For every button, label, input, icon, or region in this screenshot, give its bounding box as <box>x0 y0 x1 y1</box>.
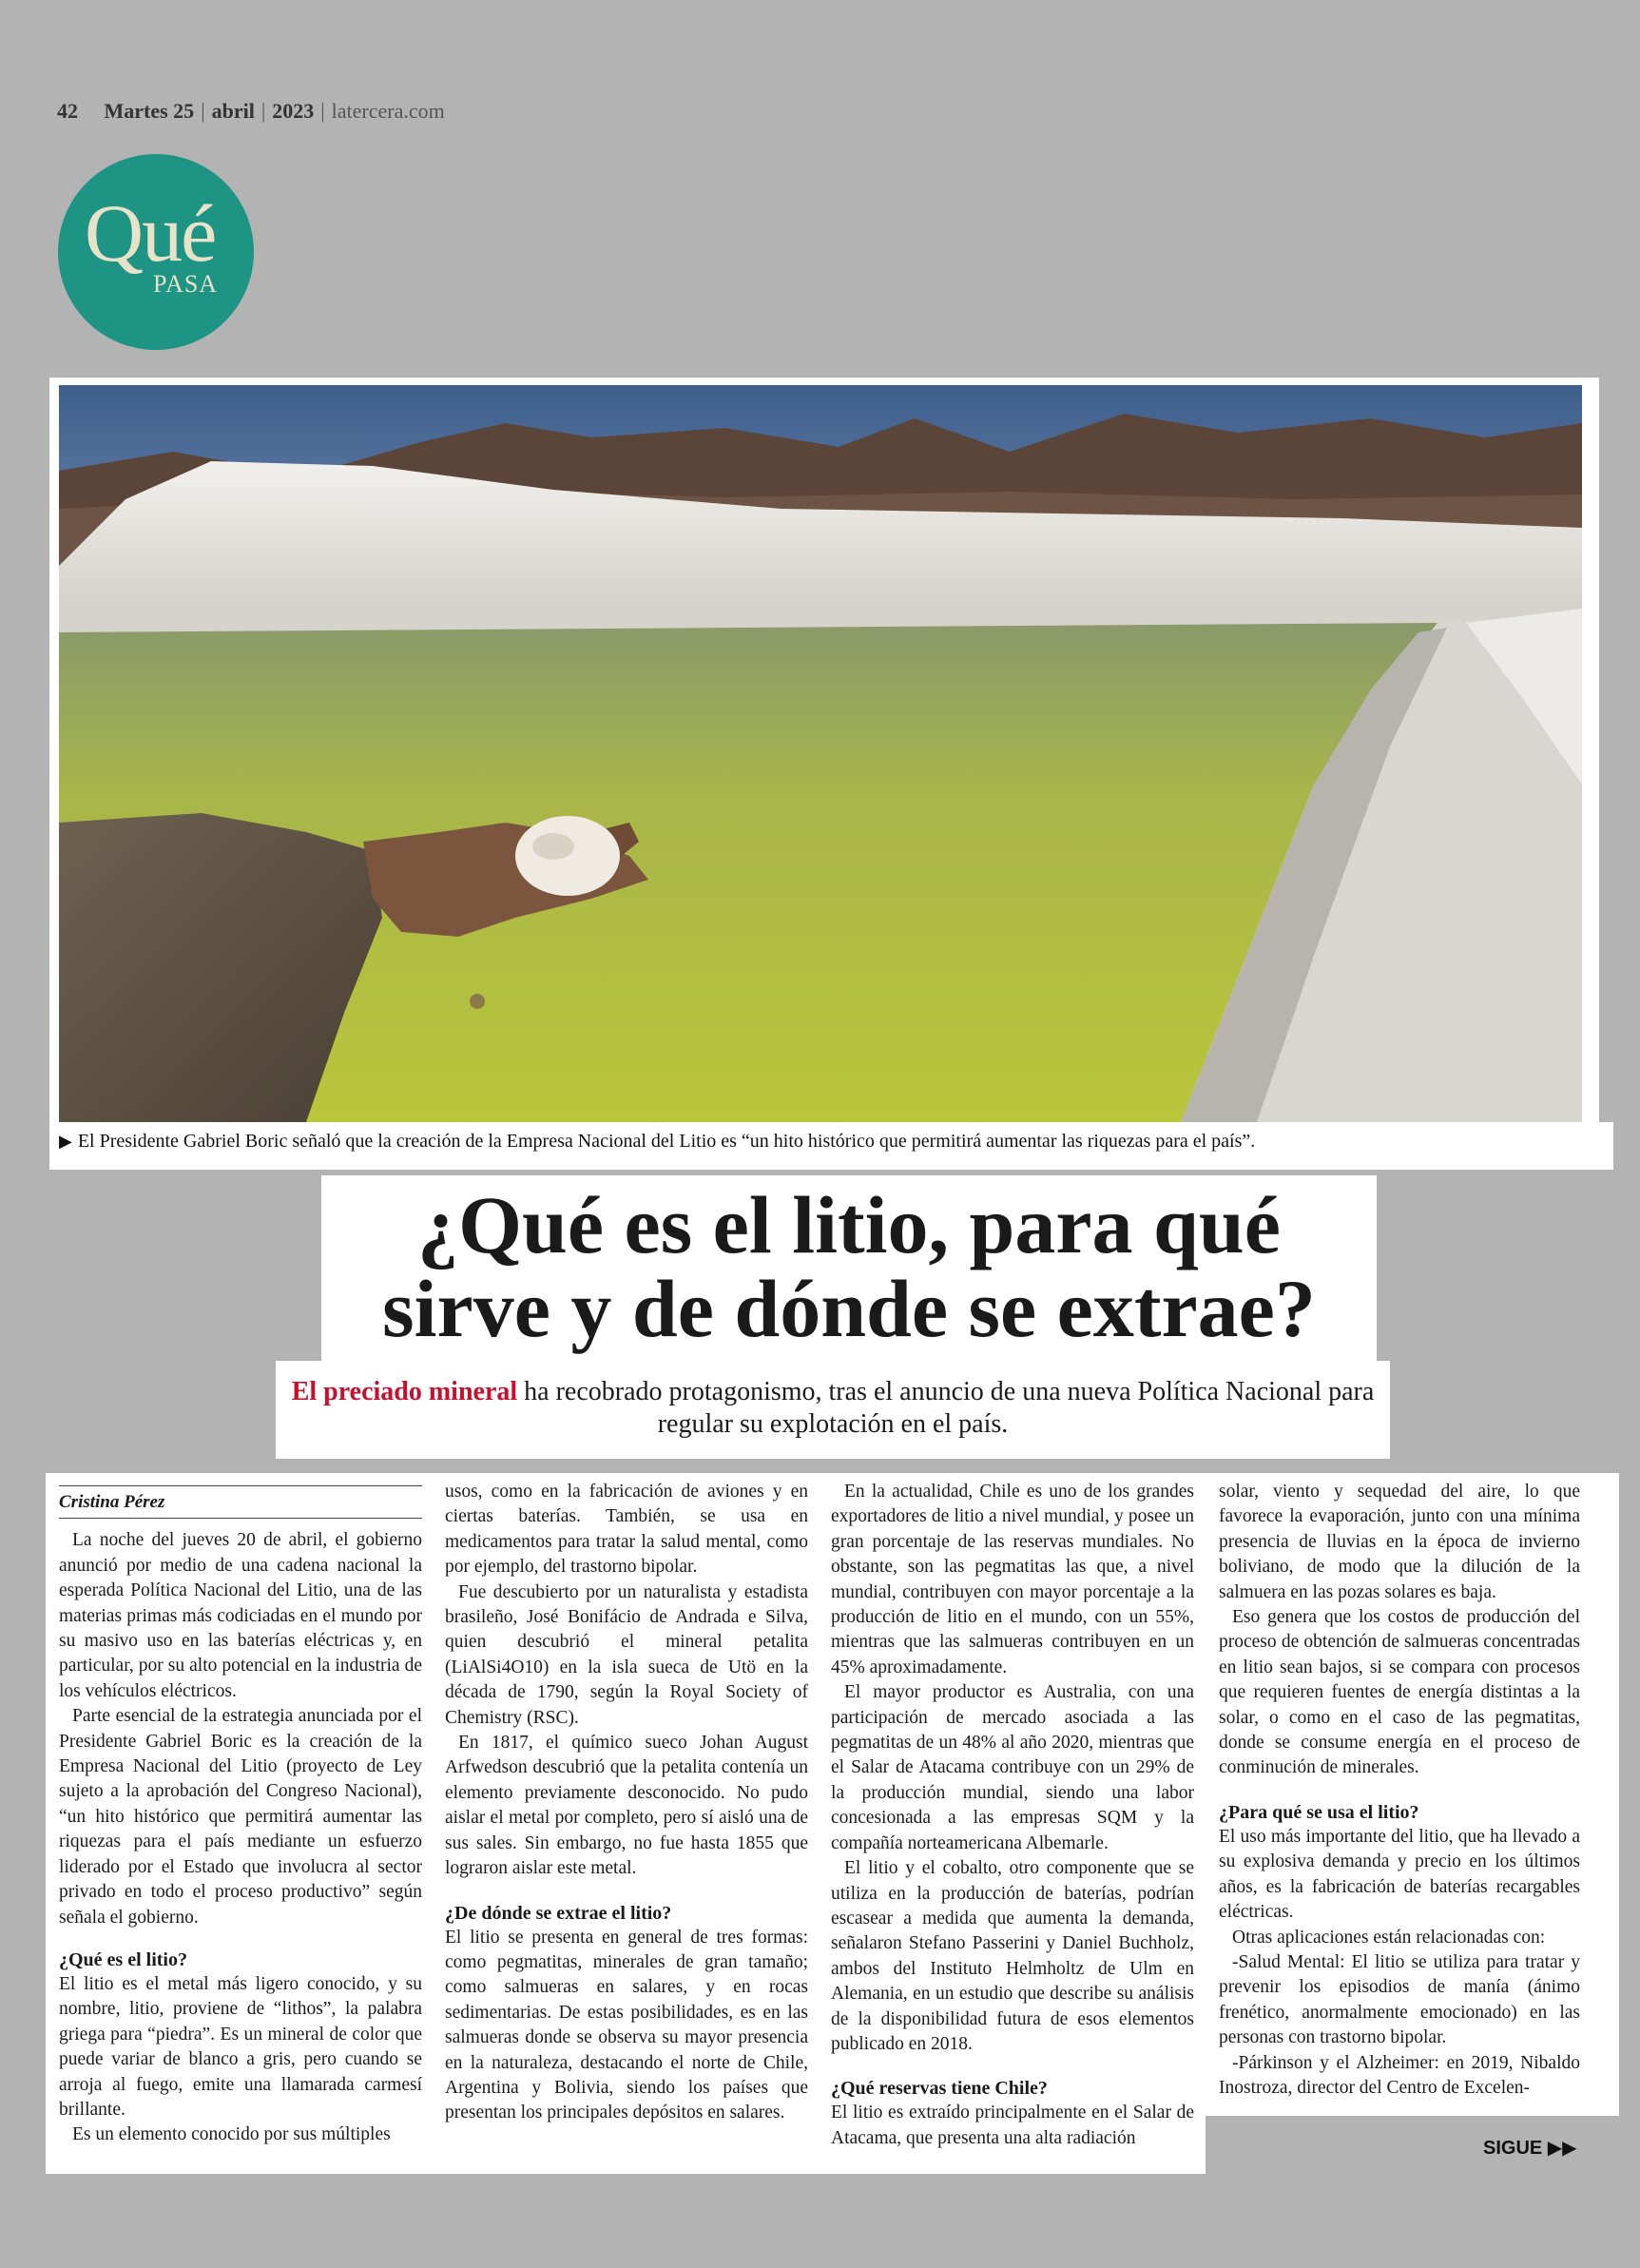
paragraph: En 1817, el químico sueco Johan August Arfwedson descubrió que la petalita contenía un elemento previamente desconocido. No pudo aislar el metal por completo, pero sí aisló una de sus sales. Sin embargo, no fue hasta 1855 que lograron aislar este metal. <box>445 1733 808 1879</box>
column-3 <box>831 1480 1194 2151</box>
title-line-1: ¿Qué es el litio, para qué <box>417 1179 1281 1270</box>
paragraph: El litio es el metal más ligero conocido, y su nombre, litio, proviene de “lithos”, la palabra griega para “piedra”. Es un mineral de color que puede variar de blanco a gris, pero cuando se arroja al fuego, emite una llamarada carmesí brillante. <box>59 1973 422 2120</box>
section-heading: ¿Qué es el litio? <box>59 1948 187 1970</box>
paragraph: El litio se presenta en general de tres formas: como pegmatitas, minerales de gran tamaño; como salmueras en salares, y en rocas sedimentarias. De estas posibilidades, es en las salmueras donde se observa su mayor presencia en la naturaleza, destacando el norte de Chile, Argentina y Bolivia, siendo los países que presentan los principales depósitos en salares. <box>445 1927 808 2123</box>
salt-flat-image <box>59 385 1582 1122</box>
title-line-2: sirve y de dónde se extrae? <box>382 1263 1316 1354</box>
page-header: 42 Martes 25 | abril | 2023 | latercera.com <box>57 99 445 123</box>
header-month: abril <box>211 99 255 123</box>
header-year: 2023 <box>272 99 315 123</box>
section-heading: ¿Qué reservas tiene Chile? <box>831 2078 1048 2100</box>
paragraph: -Párkinson y el Alzheimer: en 2019, Nibaldo Inostroza, director del Centro de Excelen- <box>1219 2052 1580 2098</box>
paragraph: El uso más importante del litio, que ha llevado a su explosiva demanda y precio en los últimos años, es la fabricación de baterías recargables eléctricas. <box>1219 1826 1580 1923</box>
photo-caption <box>59 1131 1255 1153</box>
section-heading: ¿Para qué se usa el litio? <box>1219 1801 1419 1823</box>
paragraph: El litio y el cobalto, otro componente que se utiliza en la producción de baterías, podrían escasear a medida que aumenta la demanda, señalaron Stefano Passerini y Daniel Buchholz, ambos del Instituto Helmholtz de Ulm en Alemania, en un estudio que describe su análisis de la disponibilidad futura de esos elementos publicado en 2018. <box>831 1858 1194 2054</box>
logo-main-text: Qué <box>85 187 216 279</box>
continue-label[interactable]: SIGUE ▶▶ <box>1483 2138 1577 2159</box>
page-number: 42 <box>57 99 78 123</box>
header-site[interactable]: latercera.com <box>331 99 445 123</box>
logo-sub-text: PASA <box>153 270 219 298</box>
paragraph: Eso genera que los costos de producción del proceso de obtención de salmueras concentradas en litio sean bajos, si se compara con procesos que requieren fuentes de energía distintas a la solar, o como en el caso de las pegmatitas, donde se consume energía en el proceso de conminución de minerales. <box>1219 1607 1580 1778</box>
column-1 <box>59 1485 422 2148</box>
caption-text: El Presidente Gabriel Boric señaló que la creación de la Empresa Nacional del Litio es “un hito histórico que permitirá aumentar las riquezas para el país”. <box>77 1131 1256 1152</box>
que-pasa-logo <box>58 154 254 350</box>
paragraph: -Salud Mental: El litio se utiliza para tratar y prevenir los episodios de manía (ánimo frenético, anormalmente emocionado) en las personas con trastorno bipolar. <box>1219 1951 1580 2048</box>
caption-arrow-icon: ▶ <box>59 1132 72 1151</box>
paragraph: El litio es extraído principalmente en el Salar de Atacama, que presenta una alta radiación <box>831 2103 1194 2148</box>
paragraph: usos, como en la fabricación de aviones y en ciertas baterías. También, se usa en medicamentos para tratar la salud mental, como por ejemplo, del trastorno bipolar. <box>445 1482 808 1578</box>
column-4 <box>1219 1480 1580 2101</box>
paragraph: Fue descubierto por un naturalista y estadista brasileño, José Bonifácio de Andrada e Silva, quien descubrió el mineral petalita (LiAlSi4O10) en la isla sueca de Utö en la década de 1790, según la Royal Society of Chemistry (RSC). <box>445 1581 808 1728</box>
paragraph: Parte esencial de la estrategia anunciada por el Presidente Gabriel Boric es la creación de la Empresa Nacional del Litio (proyecto de Ley sujeto a la aprobación del Congreso Nacional), “un hito histórico que permitirá aumentar las riquezas para el país mediante un esfuerzo liderado por el Estado que involucra al sector privado en todo el proceso productivo” según señala el gobierno. <box>59 1706 422 1928</box>
salar-photo <box>59 385 1582 1122</box>
paragraph: El mayor productor es Australia, con una participación de mercado asociada a las pegmatitas de un 48% al año 2020, mientras que el Salar de Atacama contribuye con un 29% de la producción mundial, siendo una labor concesionada a las empresas SQM y la compañía norteamericana Albemarle. <box>831 1682 1194 1853</box>
paragraph: solar, viento y sequedad del aire, lo que favorece la evaporación, junto con una mínima presencia de lluvias en la época de invierno boliviano, de modo que la dilución de la salmuera en las pozas solares es baja. <box>1219 1482 1580 1602</box>
subtitle-highlight: El preciado mineral <box>291 1377 518 1406</box>
paragraph: Es un elemento conocido por sus múltiples <box>72 2124 391 2145</box>
paragraph: En la actualidad, Chile es uno de los grandes exportadores de litio a nivel mundial, y posee un gran porcentaje de las reservas mundiales. No obstante, son las pegmatitas las que, a nivel mundial, contribuyen con mayor porcentaje a la producción de litio en el mundo, con un 55%, mientras que las salmueras contribuyen en un 45% aproximadamente. <box>831 1482 1194 1677</box>
paragraph: Otras aplicaciones están relacionadas con: <box>1232 1927 1546 1948</box>
author-byline: Cristina Pérez <box>59 1485 422 1519</box>
section-heading: ¿De dónde se extrae el litio? <box>445 1902 672 1924</box>
article-title <box>321 1175 1377 1354</box>
article-subtitle <box>285 1376 1380 1441</box>
paragraph: La noche del jueves 20 de abril, el gobierno anunció por medio de una cadena nacional la esperada Política Nacional del Litio, una de las materias primas más codiciadas en el mundo por su masivo uso en las baterías eléctricas y, en particular, por su alto potencial en la industria de los vehículos eléctricos. <box>59 1530 422 1701</box>
column-2 <box>445 1480 808 2126</box>
header-day: Martes 25 <box>104 99 195 123</box>
subtitle-rest: ha recobrado protagonismo, tras el anuncio de una nueva Política Nacional para regular su explotación en el país. <box>524 1377 1375 1439</box>
